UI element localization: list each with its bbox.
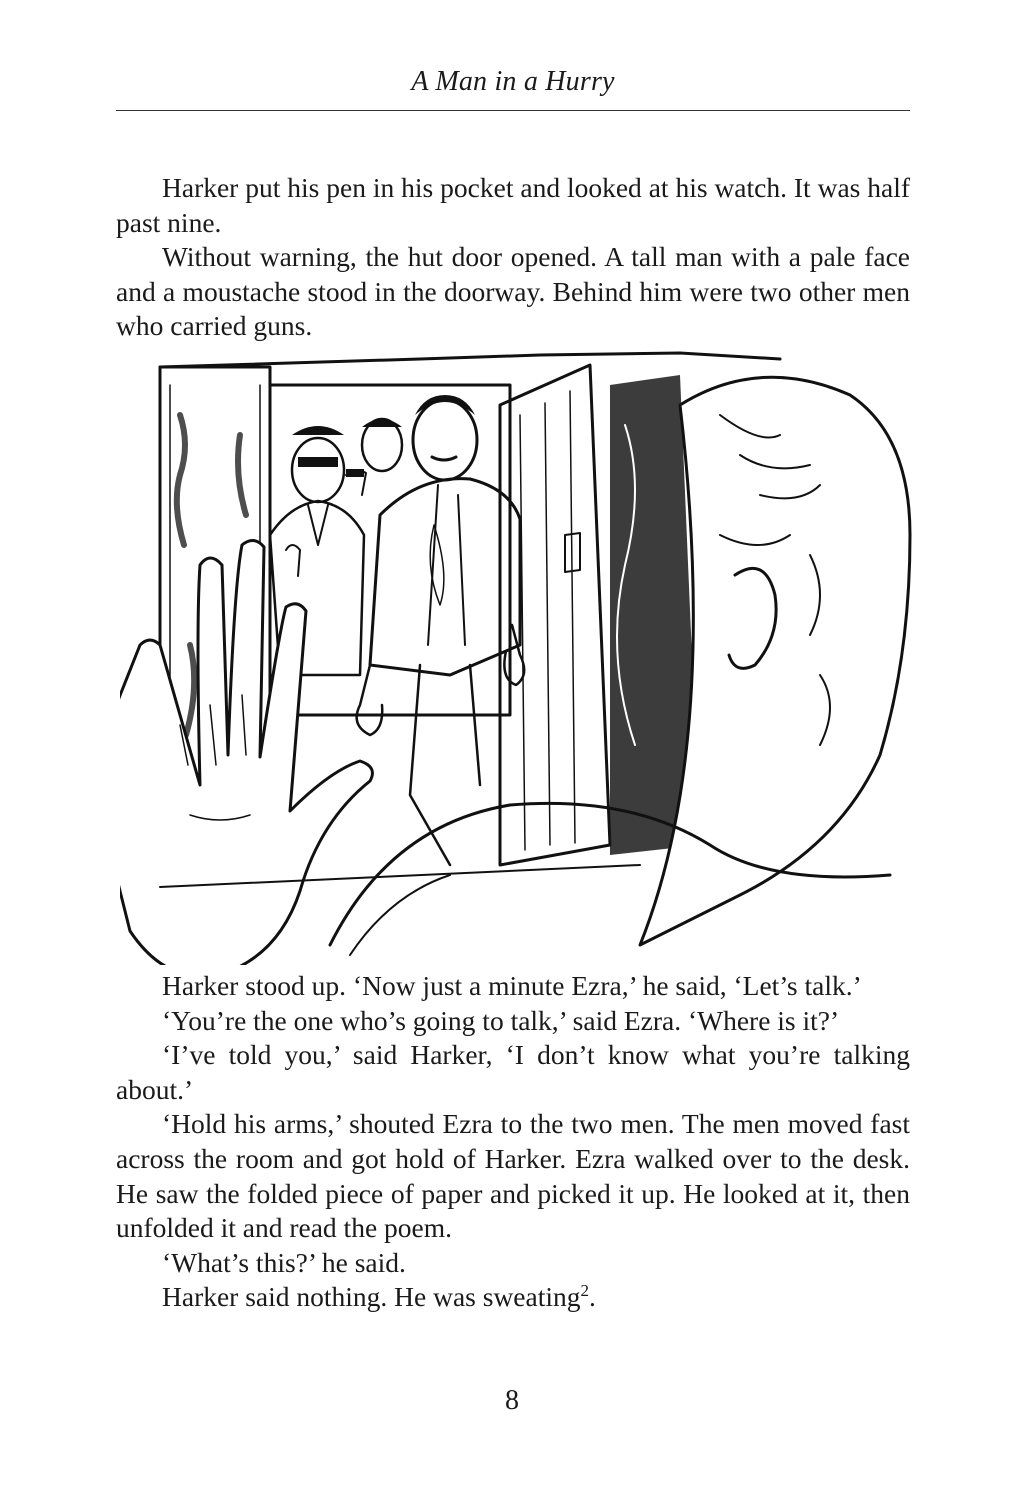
page-number: 8 xyxy=(505,1385,519,1416)
paragraph: Harker put his pen in his pocket and looked at his watch. It was half past nine. xyxy=(116,172,910,238)
doorway-illustration-icon xyxy=(120,345,915,965)
paragraph-text: Harker said nothing. He was sweating xyxy=(162,1281,581,1313)
text-block-top xyxy=(116,171,910,344)
paragraph: ‘I’ve told you,’ said Harker, ‘I don’t know what you’re talking about.’ xyxy=(116,1039,910,1105)
paragraph: ‘You’re the one who’s going to talk,’ said Ezra. ‘Where is it?’ xyxy=(162,1004,840,1036)
header-rule xyxy=(116,110,910,111)
paragraph: ‘What’s this?’ he said. xyxy=(162,1246,406,1278)
paragraph: Without warning, the hut door opened. A tall man with a pale face and a moustache stood in the doorway. Behind him were two other men who carried guns. xyxy=(116,241,910,342)
paragraph: ‘Hold his arms,’ shouted Ezra to the two men. The men moved fast across the room and got hold of Harker. Ezra walked over to the desk. He saw the folded piece of paper and picked it up. He looked at it, then unfolded it and read the poem. xyxy=(116,1108,910,1244)
illustration xyxy=(120,345,915,965)
running-head: A Man in a Hurry xyxy=(411,66,615,97)
paragraph-with-footnote xyxy=(116,1280,910,1315)
paragraph-end: . xyxy=(589,1281,596,1313)
text-block-bottom xyxy=(116,969,910,1315)
footnote-reference[interactable]: 2 xyxy=(580,1281,590,1301)
paragraph: Harker stood up. ‘Now just a minute Ezra,’ he said, ‘Let’s talk.’ xyxy=(162,970,862,1001)
